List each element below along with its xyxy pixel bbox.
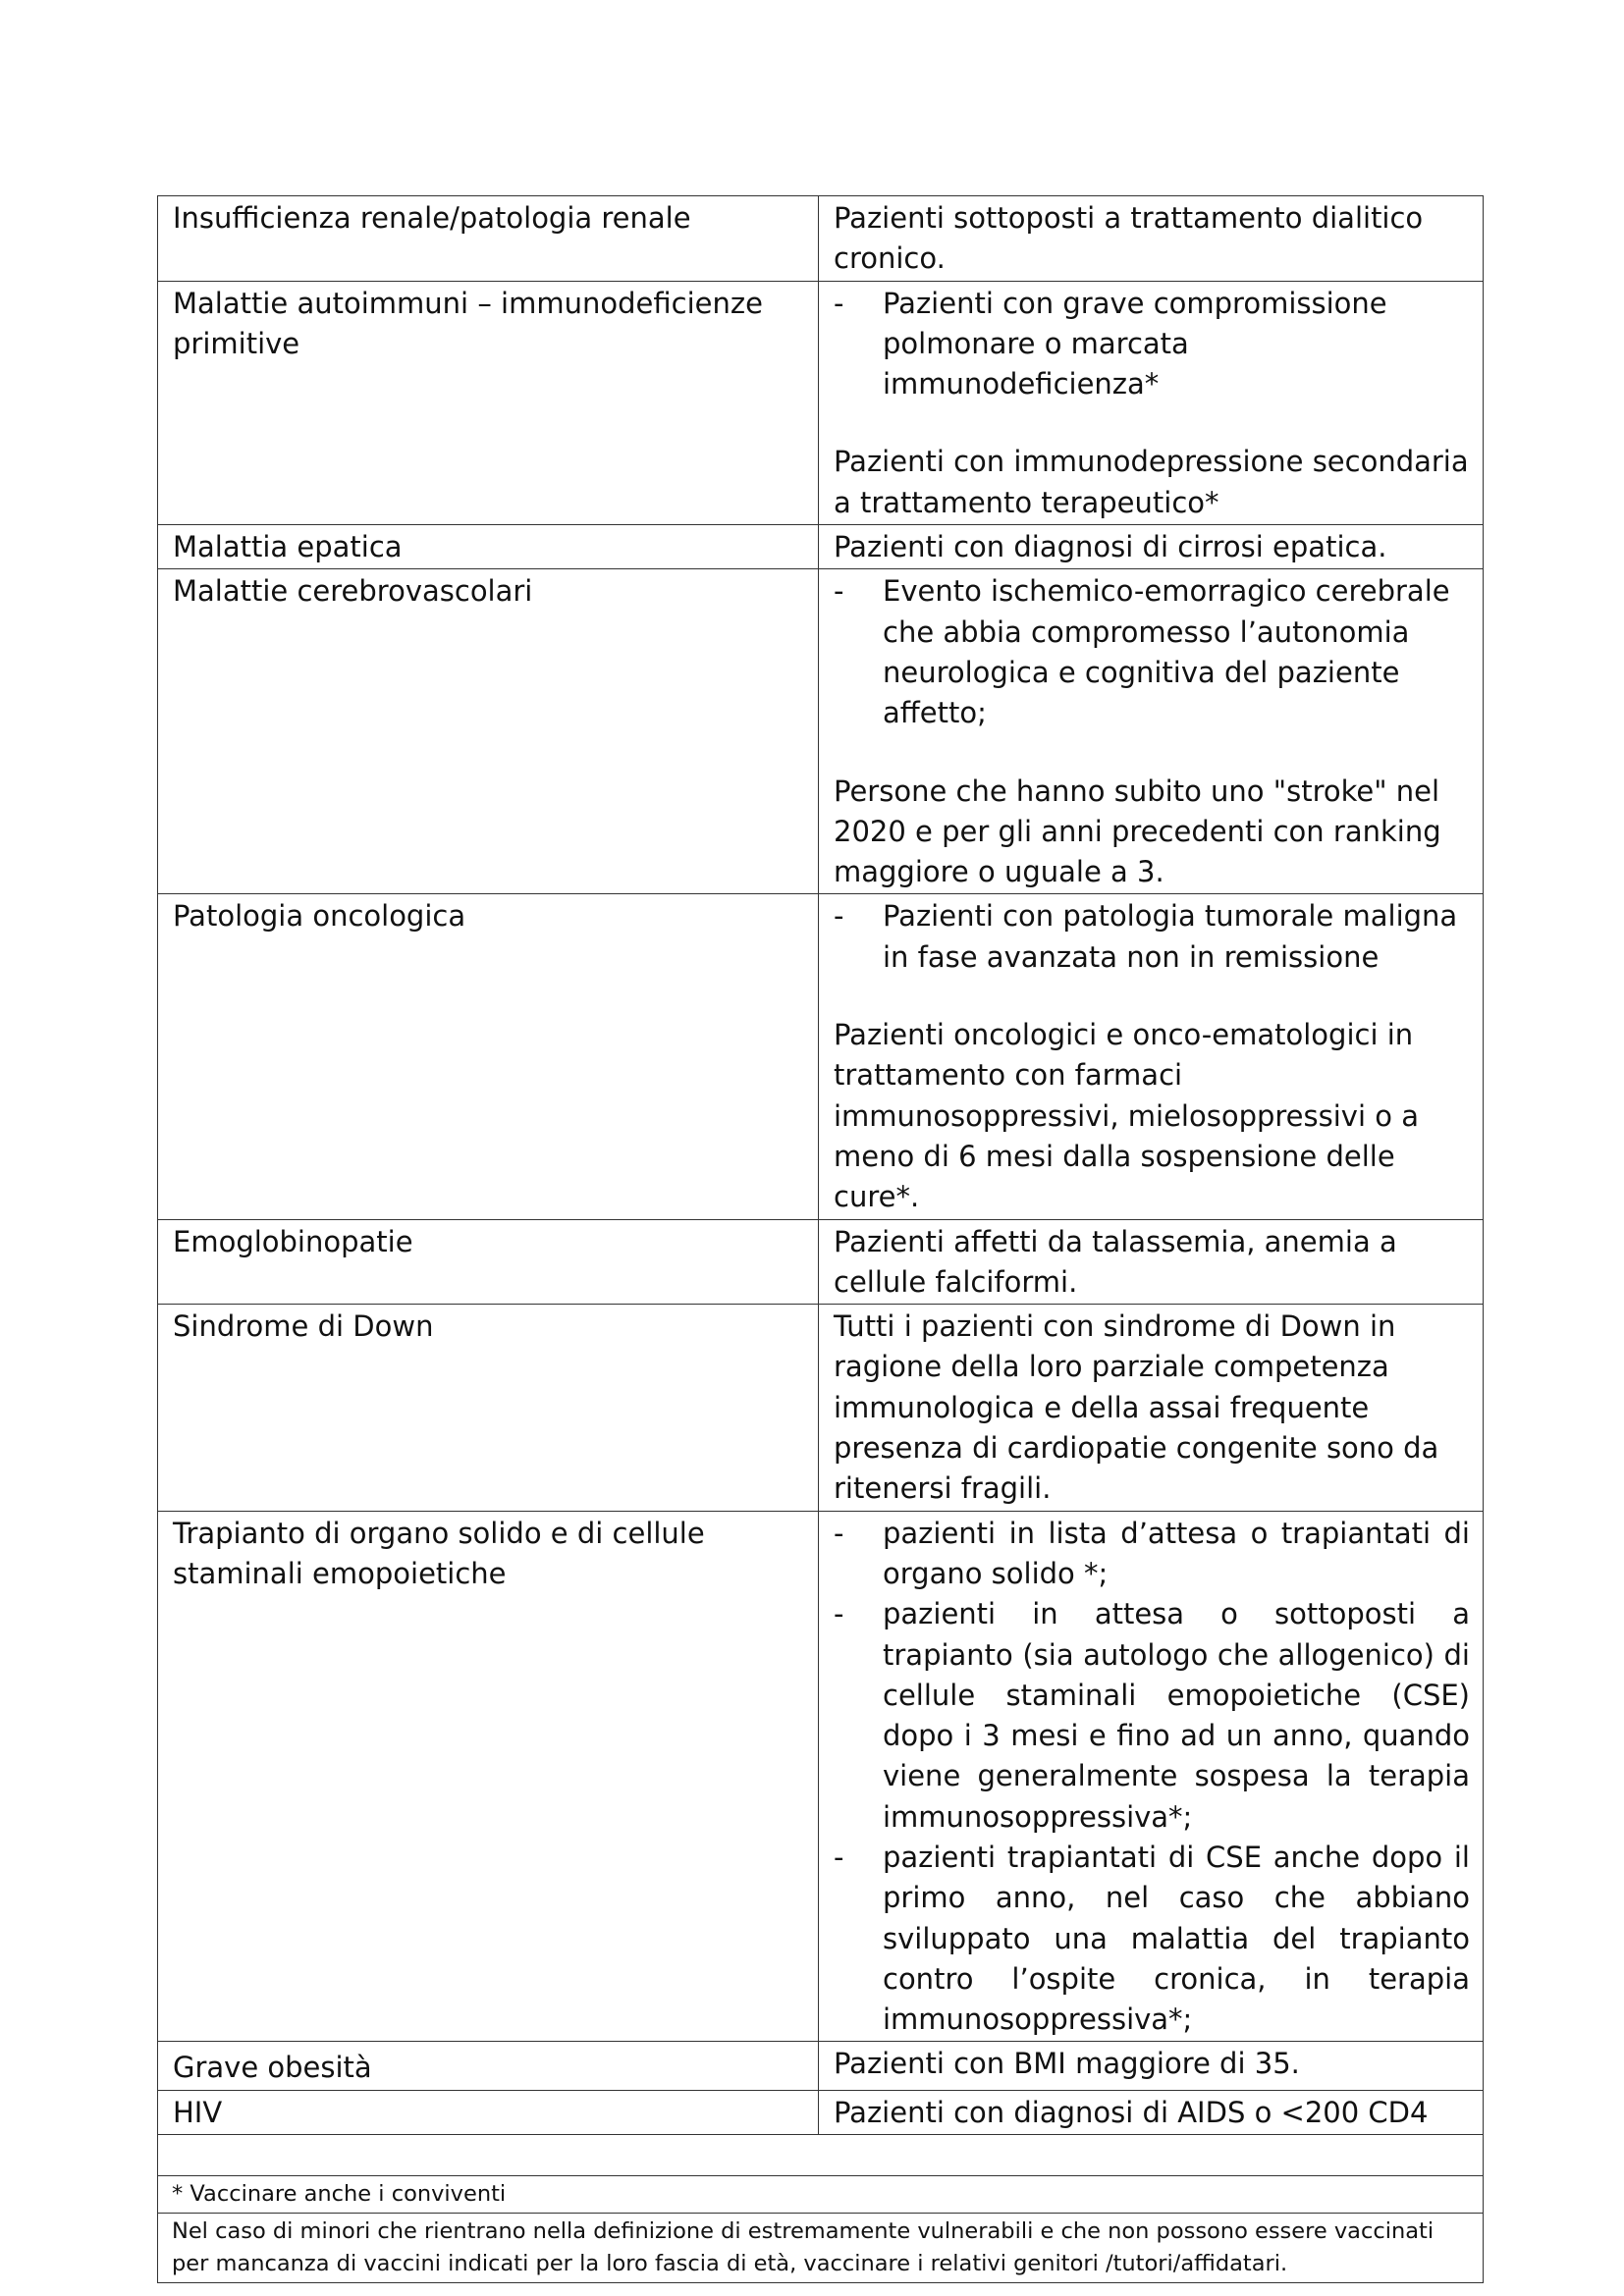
- table-row: [158, 196, 1484, 282]
- criteria-cell: [819, 1305, 1484, 1511]
- empty-cell: [158, 2135, 1484, 2176]
- criteria-text: Persone che hanno subito uno "stroke" nel 2020 e per gli anni precedenti con ranking maggiore o uguale a 3.: [834, 774, 1441, 889]
- condition-cell: [158, 281, 819, 524]
- criteria-bullet: - pazienti in lista d’attesa o trapiantati di organo solido *;: [834, 1514, 1470, 1595]
- note-row: [158, 2214, 1484, 2283]
- criteria-bullet: - pazienti in attesa o sottoposti a trapianto (sia autologo che allogenico) di cellule staminali emopoietiche (CSE) dopo i 3 mesi e fino ad un anno, quando viene generalmente sospesa la terapia immunosoppressiva*;: [834, 1594, 1470, 1838]
- condition-label: Emoglobinopatie: [173, 1224, 413, 1258]
- criteria-text: Pazienti affetti da talassemia, anemia a cellule falciformi.: [834, 1224, 1397, 1299]
- condition-label: Trapianto di organo solido e di cellule staminali emopoietiche: [173, 1516, 705, 1590]
- criteria-cell: [819, 2042, 1484, 2090]
- table-row: [158, 1305, 1484, 1511]
- criteria-cell: [819, 196, 1484, 282]
- criteria-text: Pazienti sottoposti a trattamento dialitico cronico.: [834, 201, 1424, 276]
- table-row: [158, 569, 1484, 894]
- criteria-cell: [819, 894, 1484, 1219]
- asterisk-note: * Vaccinare anche i conviventi: [158, 2176, 1484, 2214]
- condition-cell: [158, 1219, 819, 1305]
- criteria-cell: [819, 525, 1484, 569]
- condition-label: Insufficienza renale/patologia renale: [173, 201, 691, 235]
- criteria-cell: [819, 2090, 1484, 2134]
- condition-label: Malattie cerebrovascolari: [173, 574, 533, 609]
- criteria-bullet: - Pazienti con patologia tumorale maligna in fase avanzata non in remissione: [834, 896, 1470, 978]
- criteria-text: Pazienti con diagnosi di cirrosi epatica.: [834, 530, 1387, 564]
- condition-cell: [158, 569, 819, 894]
- condition-cell: [158, 525, 819, 569]
- criteria-text: Pazienti oncologici e onco-ematologici in trattamento con farmaci immunosoppressivi, mielosoppressivi o a meno di 6 mesi dalla sospensione delle cure*.: [834, 1018, 1419, 1214]
- fragility-criteria-table: [157, 195, 1484, 2283]
- condition-cell: [158, 1511, 819, 2042]
- table-row: [158, 1511, 1484, 2042]
- condition-label: Patologia oncologica: [173, 899, 466, 934]
- criteria-cell: [819, 281, 1484, 524]
- table-row: [158, 2090, 1484, 2134]
- criteria-text: Pazienti con BMI maggiore di 35.: [834, 2047, 1300, 2081]
- condition-cell: [158, 2090, 819, 2134]
- note-row: [158, 2176, 1484, 2214]
- table-row: [158, 2042, 1484, 2090]
- criteria-text: Pazienti con immunodepressione secondaria a trattamento terapeutico*: [834, 445, 1469, 519]
- table-row: [158, 894, 1484, 1219]
- condition-cell: [158, 196, 819, 282]
- criteria-bullet: - Evento ischemico-emorragico cerebrale che abbia compromesso l’autonomia neurologica e cognitiva del paziente affetto;: [834, 571, 1470, 733]
- condition-cell: [158, 2042, 819, 2090]
- criteria-cell: [819, 1219, 1484, 1305]
- table-row: [158, 1219, 1484, 1305]
- table-row: [158, 281, 1484, 524]
- condition-label: Malattia epatica: [173, 530, 403, 564]
- condition-cell: [158, 894, 819, 1219]
- condition-cell: [158, 1305, 819, 1511]
- criteria-text: Pazienti con diagnosi di AIDS o <200 CD4: [834, 2095, 1429, 2129]
- condition-label: Grave obesità: [173, 2051, 372, 2085]
- condition-label: Malattie autoimmuni – immunodeficienze primitive: [173, 286, 763, 360]
- condition-label: Sindrome di Down: [173, 1309, 434, 1344]
- criteria-text: Tutti i pazienti con sindrome di Down in ragione della loro parziale competenza immunologica e della assai frequente presenza di cardiopatie congenite sono da ritenersi fragili.: [834, 1309, 1439, 1506]
- condition-label: HIV: [173, 2095, 223, 2129]
- criteria-cell: [819, 569, 1484, 894]
- minors-note: Nel caso di minori che rientrano nella definizione di estremamente vulnerabili e che non possono essere vaccinati per mancanza di vaccini indicati per la loro fascia di età, vaccinare i relativi genitori /tutori/affidatari.: [158, 2214, 1484, 2283]
- criteria-bullet: - pazienti trapiantati di CSE anche dopo il primo anno, nel caso che abbiano sviluppato una malattia del trapianto contro l’ospite cronica, in terapia immunosoppressiva*;: [834, 1838, 1470, 2040]
- criteria-bullet: - Pazienti con grave compromissione polmonare o marcata immunodeficienza*: [834, 284, 1470, 405]
- empty-row: [158, 2135, 1484, 2176]
- table-row: [158, 525, 1484, 569]
- criteria-cell: [819, 1511, 1484, 2042]
